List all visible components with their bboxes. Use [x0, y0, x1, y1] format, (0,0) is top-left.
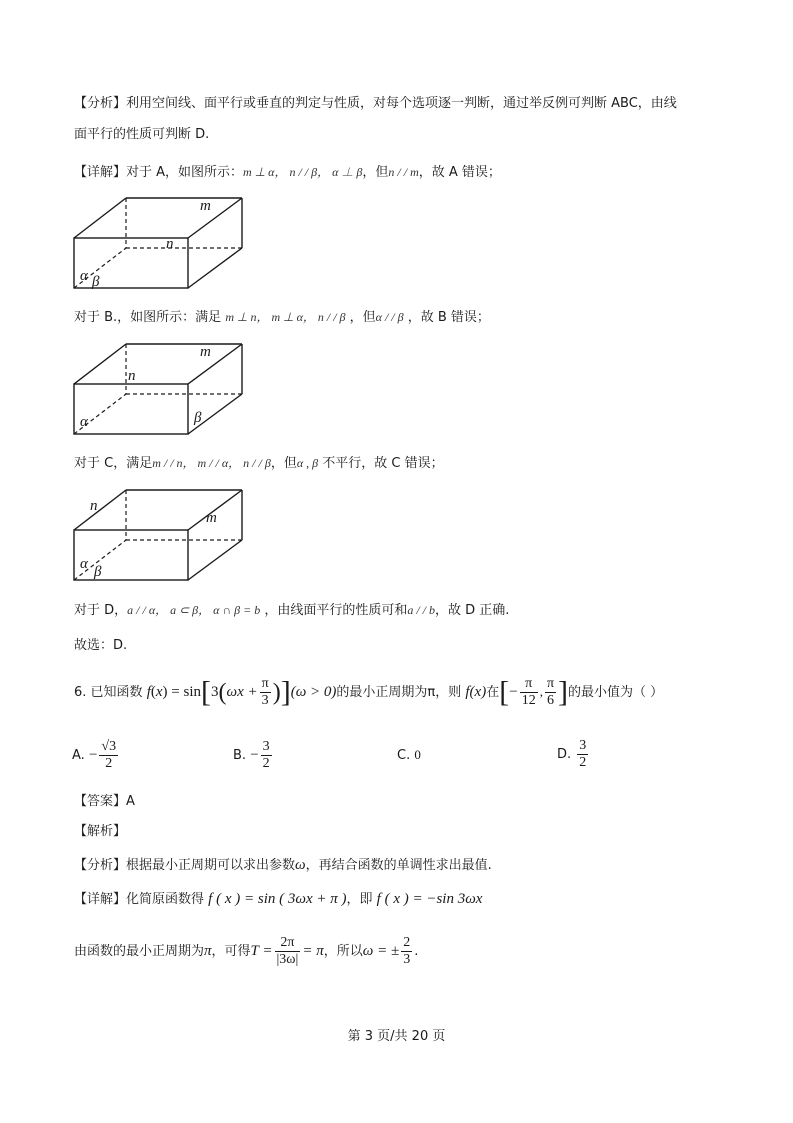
item-d-suffix: ，故 D 正确.: [435, 603, 510, 618]
item-c-conds: m / / n， m / / α， n / / β: [152, 456, 271, 470]
analysis-b-text: 根据最小正周期可以求出参数: [126, 858, 296, 873]
fig3-label-m: m: [206, 510, 217, 526]
q6-f: f: [146, 684, 151, 700]
q6-end: 的最小值为（ ）: [568, 685, 664, 700]
detail-a-but: ，但: [362, 165, 389, 180]
choice-text: 故选：D.: [74, 638, 128, 653]
detail-b-eq2: f ( x ) = −sin 3ωx: [376, 891, 483, 907]
period-T: T =: [250, 943, 273, 959]
item-d-conds: a / / α， a ⊂ β， α ∩ β = b: [127, 603, 261, 617]
q6-three: 3: [211, 684, 219, 700]
detail-b-tag: 【详解】: [74, 892, 127, 907]
period-frac: $\frac{2\pi}{|3\omega|}$: [276, 935, 299, 967]
option-b-label: B.: [233, 748, 247, 763]
detail-tag: 【详解】: [74, 165, 127, 180]
q6-omega-x: ωx +: [226, 684, 258, 700]
period-eqpi: = π: [302, 943, 324, 959]
fig3-label-alpha: α: [80, 556, 88, 572]
option-a[interactable]: [72, 736, 120, 775]
option-a-label: A.: [72, 748, 85, 763]
answer-value: A: [126, 794, 135, 809]
detail-b-mid: ，即: [346, 892, 373, 907]
item-b-concl: α / / β: [375, 310, 404, 324]
figure-a-cuboid: [70, 192, 250, 292]
item-c-concl: α , β: [296, 456, 319, 470]
option-d-label: D.: [557, 747, 572, 762]
option-b-sign: −: [250, 747, 259, 763]
analysis-line-1: [74, 95, 677, 113]
q6-eq: = sin: [167, 684, 201, 700]
fig2-label-m: m: [200, 344, 211, 360]
detail-b-eq1: f ( x ) = sin ( 3ωx + π ): [208, 891, 347, 907]
figure-c-cuboid: [70, 484, 250, 584]
detail-a-prefix: 对于 A，如图所示：: [126, 165, 244, 180]
option-a-sign: −: [88, 747, 98, 763]
question-6: 6. 已知函数 f(x) = sin[3(ωx + $\frac{\pi}{3}$ )](ω > 0)的最小正周期为π，则 f(x)在[− $\frac{\pi}{12}$ , $\frac{\pi}{6}$ ]的最小值为（ ）: [74, 675, 664, 709]
q6-in: 在: [486, 685, 500, 700]
detail-b-text: 化简原函数得: [126, 892, 205, 907]
fig1-label-alpha: α: [80, 268, 88, 284]
item-b-prefix: 对于 B.，如图所示：满足: [74, 310, 226, 325]
jiexi-line: [74, 823, 126, 841]
q6-cond: (ω > 0): [290, 684, 337, 700]
jiexi-tag: 【解析】: [74, 824, 127, 839]
item-c-suffix: 不平行，故 C 错误；: [318, 456, 444, 471]
fig1-label-beta: β: [92, 274, 100, 290]
fig3-label-n: n: [90, 498, 98, 514]
analysis-tag: 【分析】: [74, 96, 127, 111]
analysis-b-line: [74, 856, 492, 875]
item-d-concl: a / / b: [407, 603, 436, 617]
fig1-label-m: m: [200, 198, 211, 214]
period-frac2: $\frac{2}{3}$: [403, 935, 411, 967]
option-a-frac: $\frac{√3}{2}$: [101, 739, 117, 771]
q6-pi-over-12: $\frac{\pi}{12}$: [521, 676, 536, 708]
period-omega: ω = ±: [362, 943, 400, 959]
q6-pi-over-3: $\frac{\pi}{3}$: [261, 676, 269, 708]
figure-b-cuboid: [70, 338, 250, 438]
fig2-label-beta: β: [194, 410, 202, 426]
option-c-label: C.: [397, 748, 411, 763]
detail-a-conds: m ⊥ α， n / / β， α ⊥ β: [243, 165, 363, 179]
q6-pi-over-6: $\frac{\pi}{6}$: [546, 676, 555, 708]
item-b-but: ，但: [345, 310, 376, 325]
analysis-b-text2: ，再结合函数的单调性求出最值.: [305, 858, 492, 873]
q6-fx2: f(x): [465, 684, 487, 700]
detail-b-line: [74, 890, 482, 909]
period-pi: π: [204, 943, 212, 959]
item-b-conds: m ⊥ n， m ⊥ α， n / / β: [225, 310, 346, 324]
fig2-label-alpha: α: [80, 414, 88, 430]
item-d-prefix: 对于 D，: [74, 603, 128, 618]
analysis-b-omega: ω: [295, 857, 306, 873]
item-c-line: [74, 454, 444, 473]
analysis-text: 利用空间线、面平行或垂直的判定与性质，对每个选项逐一判断，通过举反例可判断 ABC，由线: [126, 96, 677, 111]
q6-comma: ,: [539, 684, 543, 699]
item-c-prefix: 对于 C，满足: [74, 456, 153, 471]
choice-line: [74, 637, 127, 655]
item-b-suffix: ，故 B 错误；: [403, 310, 490, 325]
q6-neg: −: [509, 684, 518, 700]
fig3-label-beta: β: [94, 564, 102, 580]
item-b-line: [74, 308, 490, 327]
analysis-b-tag: 【分析】: [74, 858, 127, 873]
period-text: 由函数的最小正周期为: [74, 944, 205, 959]
item-c-but: ，但: [270, 456, 297, 471]
q6-x: x: [155, 684, 163, 700]
answer-tag: 【答案】: [74, 794, 127, 809]
q6-mid: 的最小正周期为π，则: [336, 685, 462, 700]
detail-a-suffix: ，故 A 错误；: [418, 165, 501, 180]
period-text2: ，可得: [211, 944, 251, 959]
period-text3: ，所以: [323, 944, 363, 959]
q6-number: 6. 已知函数: [74, 685, 143, 700]
option-b[interactable]: [233, 736, 274, 775]
page-footer: 第 3 页/共 20 页: [347, 1029, 446, 1044]
answer-line: [74, 793, 135, 811]
fig1-label-n: n: [166, 236, 174, 252]
period-end: .: [414, 944, 419, 959]
item-d-mid: ，由线面平行的性质可和: [260, 603, 408, 618]
period-line: [74, 932, 418, 971]
analysis-text-cont: 面平行的性质可判断 D.: [74, 127, 210, 142]
detail-a-concl: n / / m: [388, 165, 419, 179]
option-c-value: 0: [414, 747, 421, 762]
item-d-line: [74, 601, 509, 620]
detail-a-line: [74, 163, 501, 182]
analysis-line-2: [74, 126, 209, 144]
option-b-frac: $\frac{3}{2}$: [262, 739, 270, 771]
option-d[interactable]: [557, 736, 590, 774]
option-d-frac: $\frac{3}{2}$: [579, 738, 587, 770]
option-c[interactable]: [397, 736, 421, 775]
fig2-label-n: n: [128, 368, 136, 384]
